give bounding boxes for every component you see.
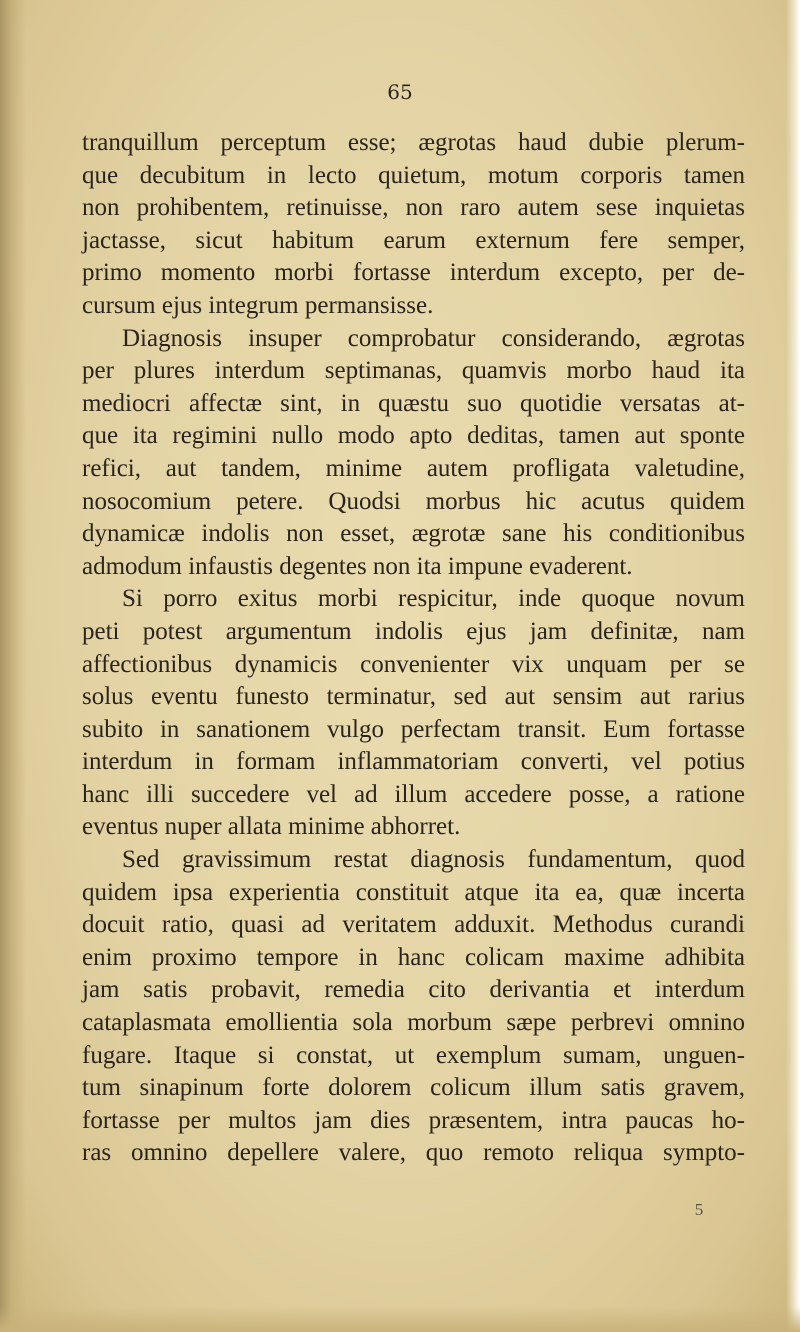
page-number: 65	[387, 80, 413, 104]
page-bottom-edge	[0, 1306, 800, 1332]
text-line: dynamicæ indolis non esset, ægrotæ sane his conditionibus	[82, 520, 745, 548]
text-line: docuit ratio, quasi ad veritatem adduxit. Methodus curandi	[82, 911, 745, 939]
text-line: fortasse per multos jam dies præsentem, intra paucas ho-	[82, 1106, 745, 1134]
text-line: subito in sanationem vulgo perfectam transit. Eum fortasse	[82, 715, 745, 743]
text-line: nosocomium petere. Quodsi morbus hic acutus quidem	[82, 487, 745, 515]
text-line: affectionibus dynamicis convenienter vix unquam per se	[82, 650, 745, 678]
text-line: tranquillum perceptum esse; ægrotas haud dubie plerum-	[82, 129, 745, 156]
text-line: jactasse, sicut habitum earum externum fere semper,	[82, 226, 745, 254]
body-text	[82, 127, 745, 1170]
text-line: eventus nuper allata minime abhorret.	[82, 813, 461, 841]
text-line: fugare. Itaque si constat, ut exemplum sumam, unguen-	[82, 1041, 745, 1069]
text-line: hanc illi succedere vel ad illum accedere posse, a ratione	[82, 780, 745, 808]
signature-mark: 5	[694, 1200, 704, 1219]
paragraph-start-line: Sed gravissimum restat diagnosis fundamentum, quod	[122, 846, 745, 874]
text-line: tum sinapinum forte dolorem colicum illum satis gravem,	[82, 1074, 745, 1102]
text-line: quidem ipsa experientia constituit atque ita ea, quæ incerta	[82, 878, 745, 906]
text-line: interdum in formam inflammatoriam converti, vel potius	[82, 748, 745, 776]
text-line: non prohibentem, retinuisse, non raro autem sese inquietas	[82, 194, 745, 222]
text-line: admodum infaustis degentes non ita impune evaderent.	[82, 552, 633, 580]
text-line: per plures interdum septimanas, quamvis morbo haud ita	[82, 357, 745, 385]
text-line: primo momento morbi fortasse interdum excepto, per de-	[82, 259, 745, 287]
text-line: cataplasmata emollientia sola morbum sæpe perbrevi omnino	[82, 1009, 745, 1037]
text-line: mediocri affectæ sint, in quæstu suo quotidie versatas at-	[82, 389, 745, 417]
text-line: solus eventu funesto terminatur, sed aut sensim aut rarius	[82, 683, 745, 711]
page-gutter-shadow	[0, 0, 26, 1332]
text-line: que ita regimini nullo modo apto deditas, tamen aut sponte	[82, 422, 745, 450]
text-line: enim proximo tempore in hanc colicam maxime adhibita	[82, 943, 745, 971]
paragraph-start-line: Diagnosis insuper comprobatur considerando, ægrotas	[122, 324, 745, 352]
page-right-edge	[786, 0, 800, 1332]
text-line: que decubitum in lecto quietum, motum corporis tamen	[82, 161, 745, 189]
text-line: ras omnino depellere valere, quo remoto reliqua sympto-	[82, 1139, 745, 1167]
text-line: cursum ejus integrum permansisse.	[82, 291, 434, 319]
paragraph-start-line: Si porro exitus morbi respicitur, inde quoque novum	[122, 585, 745, 613]
text-line: peti potest argumentum indolis ejus jam definitæ, nam	[82, 617, 745, 645]
text-line: jam satis probavit, remedia cito derivantia et interdum	[82, 976, 745, 1004]
text-line: refici, aut tandem, minime autem profligata valetudine,	[82, 454, 745, 482]
